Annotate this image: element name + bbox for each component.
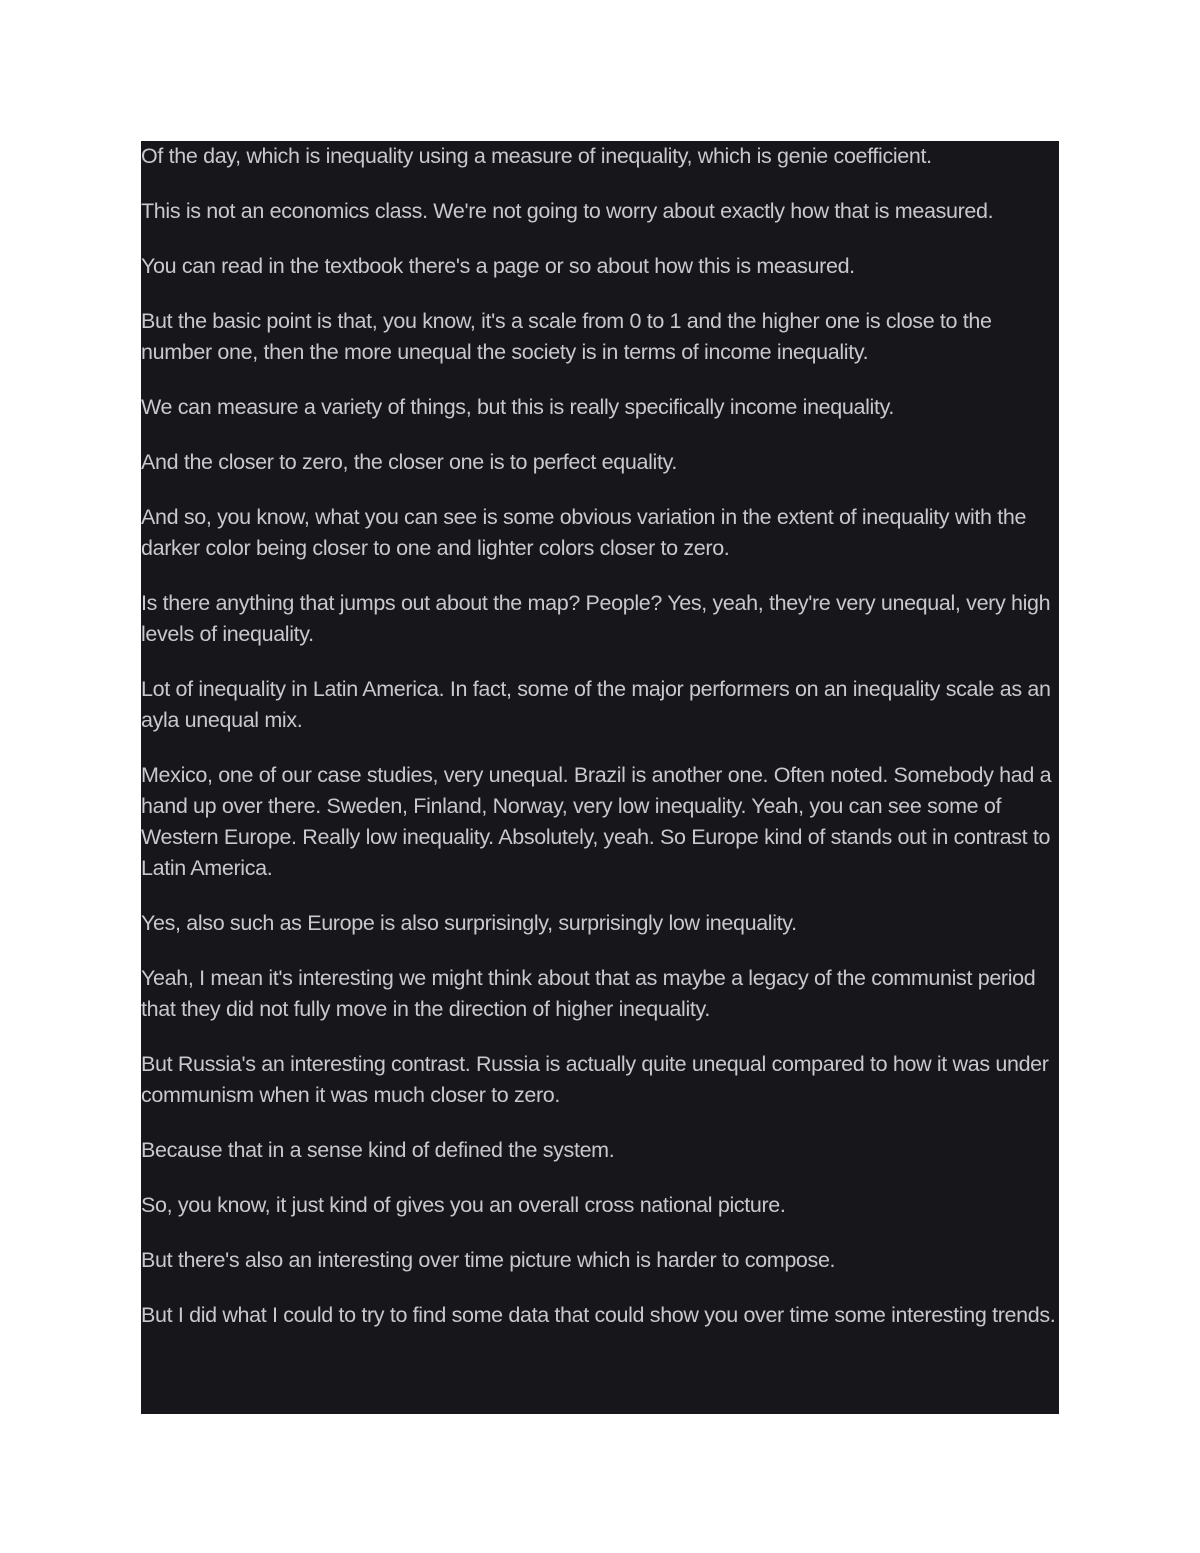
- paragraph: And the closer to zero, the closer one is to perfect equality.: [141, 450, 678, 474]
- paragraph: But the basic point is that, you know, it's a scale from 0 to 1 and the higher one is close to the number one, then the more unequal the society is in terms of income inequality.: [141, 309, 992, 364]
- paragraph: Yeah, I mean it's interesting we might think about that as maybe a legacy of the communist period that they did not fully move in the direction of higher inequality.: [141, 966, 1036, 1021]
- paragraph: Lot of inequality in Latin America. In fact, some of the major performers on an inequality scale as an ayla unequal mix.: [141, 677, 1051, 732]
- paragraph: Yes, also such as Europe is also surprisingly, surprisingly low inequality.: [141, 911, 797, 935]
- paragraph: You can read in the textbook there's a page or so about how this is measured.: [141, 254, 855, 278]
- paragraph: But there's also an interesting over time picture which is harder to compose.: [141, 1248, 836, 1272]
- paragraph: But I did what I could to try to find some data that could show you over time some interesting trends.: [141, 1303, 1056, 1327]
- transcript-block: [141, 141, 1059, 1414]
- paragraph: But Russia's an interesting contrast. Russia is actually quite unequal compared to how it was under communism when it was much closer to zero.: [141, 1052, 1049, 1107]
- paragraph: Because that in a sense kind of defined the system.: [141, 1138, 615, 1162]
- paragraph: And so, you know, what you can see is some obvious variation in the extent of inequality with the darker color being closer to one and lighter colors closer to zero.: [141, 505, 1027, 560]
- paragraph: We can measure a variety of things, but this is really specifically income inequality.: [141, 395, 895, 419]
- paragraph: Is there anything that jumps out about the map? People? Yes, yeah, they're very unequal, very high levels of inequality.: [141, 591, 1051, 646]
- paragraph: Of the day, which is inequality using a measure of inequality, which is genie coefficient.: [141, 144, 932, 168]
- paragraph: This is not an economics class. We're not going to worry about exactly how that is measured.: [141, 199, 994, 223]
- paragraph: Mexico, one of our case studies, very unequal. Brazil is another one. Often noted. Somebody had a hand up over there. Sweden, Finland, Norway, very low inequality. Yeah, you can see some of Western Europe. Really low inequality. Absolutely, yeah. So Europe kind of stands out in contrast to Latin America.: [141, 763, 1052, 880]
- paragraph: So, you know, it just kind of gives you an overall cross national picture.: [141, 1193, 786, 1217]
